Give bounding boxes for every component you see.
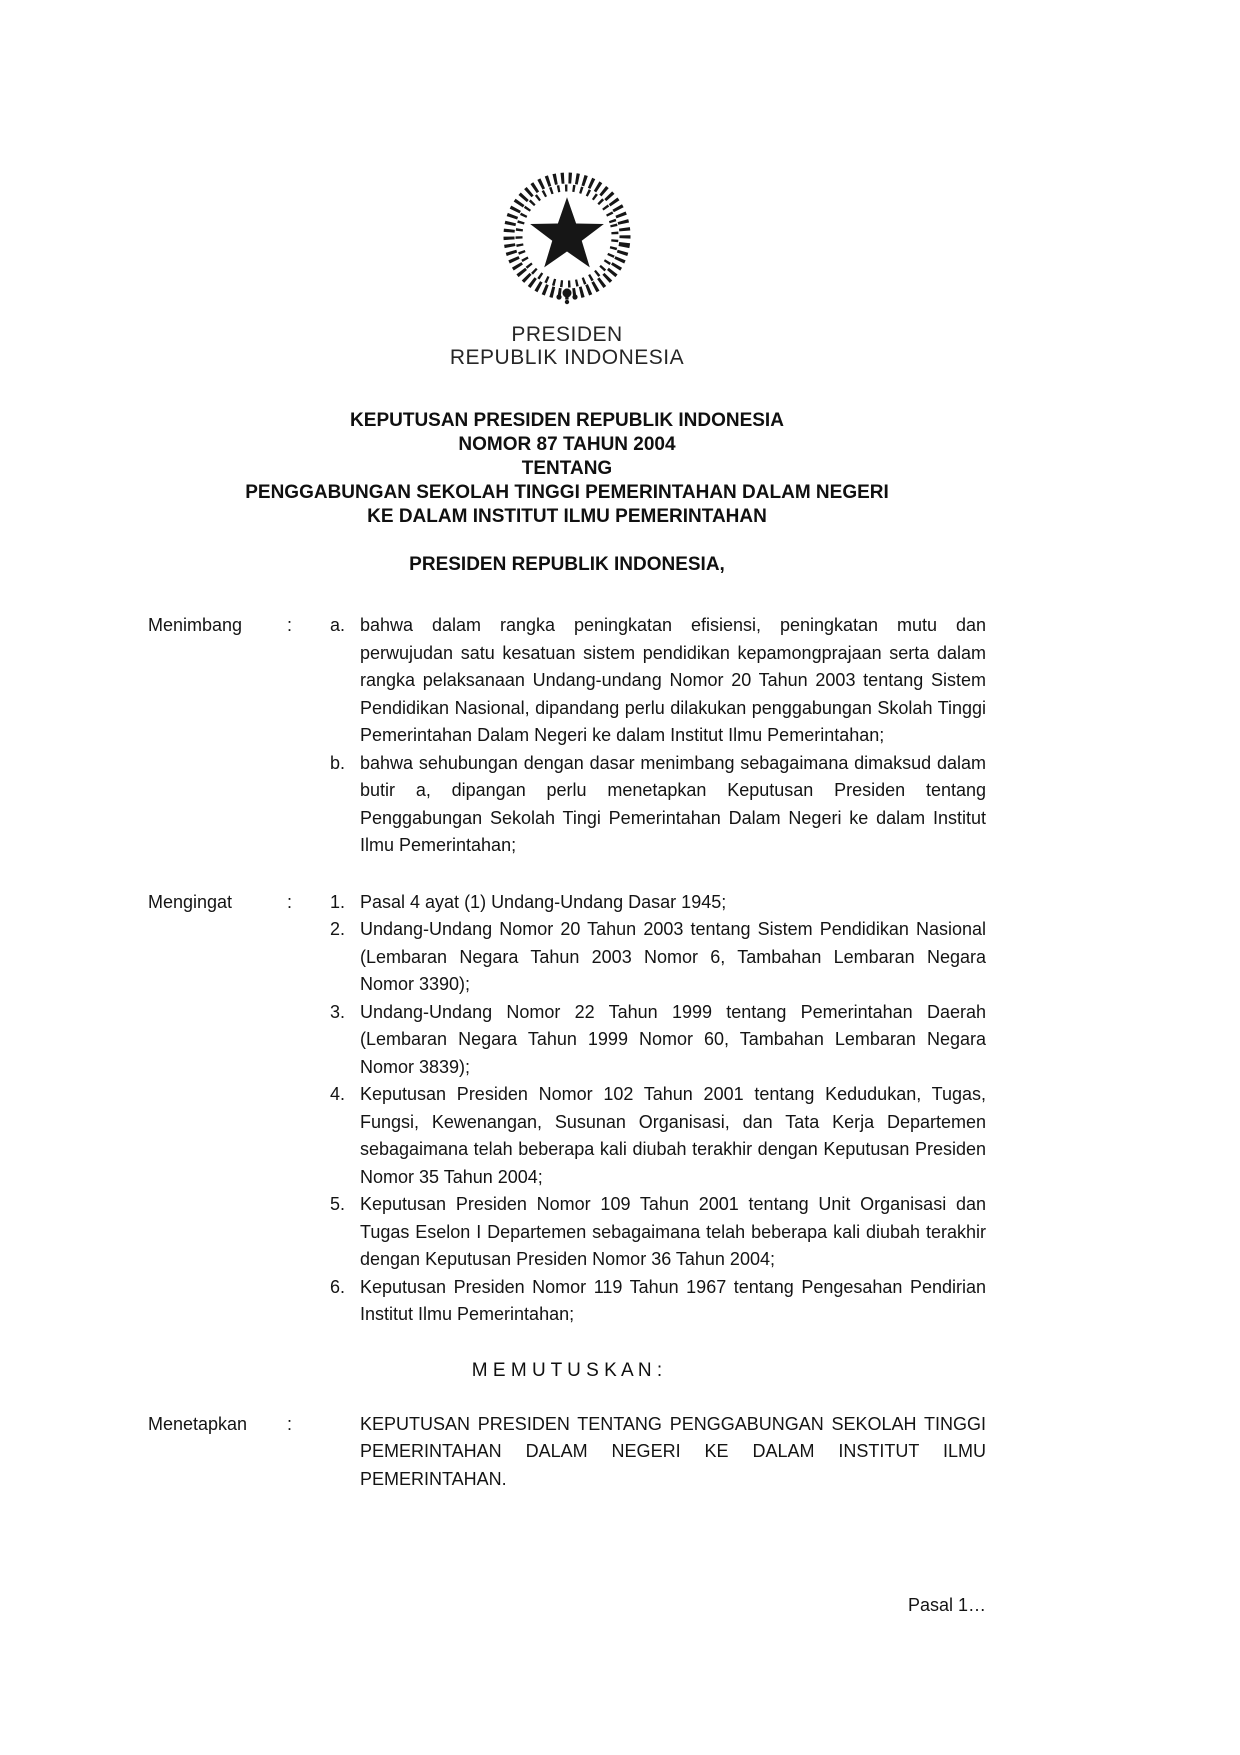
authority-line-1: PRESIDEN <box>511 323 623 346</box>
list-text: Undang-Undang Nomor 20 Tahun 2003 tentang Sistem Pendidikan Nasional (Lembaran Negara Tahun 2003 Nomor 6, Tambahan Lembaran Negara Nomor 3390); <box>360 919 986 994</box>
list-marker: 6. <box>330 1276 346 1297</box>
list-item <box>330 916 986 999</box>
decree-subject-line-2: KE DALAM INSTITUT ILMU PEMERINTAHAN <box>367 506 767 527</box>
list-text: Keputusan Presiden Nomor 109 Tahun 2001 tentang Unit Organisasi dan Tugas Eselon I Departemen sebagaimana telah beberapa kali diubah terakhir dengan Keputusan Presiden Nomor 36 Tahun 2004; <box>360 1194 986 1269</box>
authority-line-2: REPUBLIK INDONESIA <box>449 346 685 369</box>
list-marker: a. <box>330 615 346 635</box>
list-marker: 5. <box>330 1194 346 1214</box>
list-marker: b. <box>330 752 346 773</box>
mengingat-label: Mengingat <box>148 891 233 912</box>
star-icon <box>530 197 604 267</box>
list-text: Undang-Undang Nomor 22 Tahun 1999 tentang Pemerintahan Daerah (Lembaran Negara Tahun 1999 Nomor 60, Tambahan Lembaran Negara Nomor 3839); <box>360 1001 986 1077</box>
menetapkan-text: KEPUTUSAN PRESIDEN TENTANG PENGGABUNGAN SEKOLAH TINGGI PEMERINTAHAN DALAM NEGERI KE DALAM INSTITUT ILMU PEMERINTAHAN. <box>360 1413 986 1489</box>
decree-subject-line-1: PENGGABUNGAN SEKOLAH TINGGI PEMERINTAHAN DALAM NEGERI <box>245 482 889 503</box>
mengingat-section <box>148 889 986 1329</box>
mengingat-colon: : <box>287 891 293 912</box>
menetapkan-label: Menetapkan <box>148 1413 248 1434</box>
decree-title <box>148 409 986 529</box>
document-body <box>148 0 986 1616</box>
list-marker: 2. <box>330 919 346 939</box>
list-text: bahwa dalam rangka peningkatan efisiensi, peningkatan mutu dan perwujudan satu kesatuan sistem pendidikan kepamongprajaan serta dalam rangka pelaksanaan Undang-undang Nomor 20 Tahun 2003 tentang Sistem Pendidikan Nasional, dipandang perlu dilakukan penggabungan Skolah Tinggi Pemerintahan Dalam Negeri ke dalam Institut Ilmu Pemerintahan; <box>360 615 986 745</box>
list-item <box>330 1081 986 1191</box>
list-item <box>330 889 986 917</box>
list-text: Keputusan Presiden Nomor 102 Tahun 2001 tentang Kedudukan, Tugas, Fungsi, Kewenangan, Susunan Organisasi, dan Tata Kerja Departemen sebagaimana telah beberapa kali diubah terakhir dengan Keputusan Presiden Nomor 35 Tahun 2004; <box>360 1084 986 1187</box>
menimbang-content <box>330 612 986 860</box>
salutation: PRESIDEN REPUBLIK INDONESIA, <box>409 554 725 575</box>
list-marker: 4. <box>330 1084 346 1104</box>
decree-tentang: TENTANG <box>521 458 613 479</box>
list-marker: 3. <box>330 1001 346 1022</box>
decree-number: NOMOR 87 TAHUN 2004 <box>458 434 676 455</box>
list-text: bahwa sehubungan dengan dasar menimbang sebagaimana dimaksud dalam butir a, dipangan perlu menetapkan Keputusan Presiden tentang Penggabungan Sekolah Tingi Pemerintahan Dalam Negeri ke dalam Institut Ilmu Pemerintahan; <box>360 752 986 855</box>
issuing-authority <box>148 323 986 369</box>
list-item <box>330 612 986 750</box>
continuation-note: Pasal 1… <box>907 1595 986 1615</box>
list-text: Pasal 4 ayat (1) Undang-Undang Dasar 1945; <box>360 891 727 912</box>
menimbang-label: Menimbang <box>148 615 243 635</box>
list-text: Keputusan Presiden Nomor 119 Tahun 1967 tentang Pengesahan Pendirian Institut Ilmu Pemerintahan; <box>360 1276 986 1324</box>
menetapkan-colon: : <box>287 1413 293 1434</box>
menetapkan-section <box>148 1411 986 1494</box>
presidential-seal <box>148 0 986 317</box>
mengingat-content <box>330 889 986 1329</box>
list-item <box>330 1411 986 1494</box>
menimbang-colon: : <box>287 615 293 635</box>
list-marker: 1. <box>330 891 346 912</box>
seal-graphic <box>491 160 643 312</box>
list-marker <box>330 1411 360 1494</box>
memutuskan-heading: M E M U T U S K A N : <box>471 1359 663 1381</box>
list-item <box>330 1274 986 1329</box>
list-item <box>330 999 986 1082</box>
menimbang-section <box>148 612 986 860</box>
list-item <box>330 1191 986 1274</box>
decree-title-line-1: KEPUTUSAN PRESIDEN REPUBLIK INDONESIA <box>350 410 784 431</box>
menetapkan-content <box>330 1411 986 1494</box>
list-item <box>330 750 986 860</box>
